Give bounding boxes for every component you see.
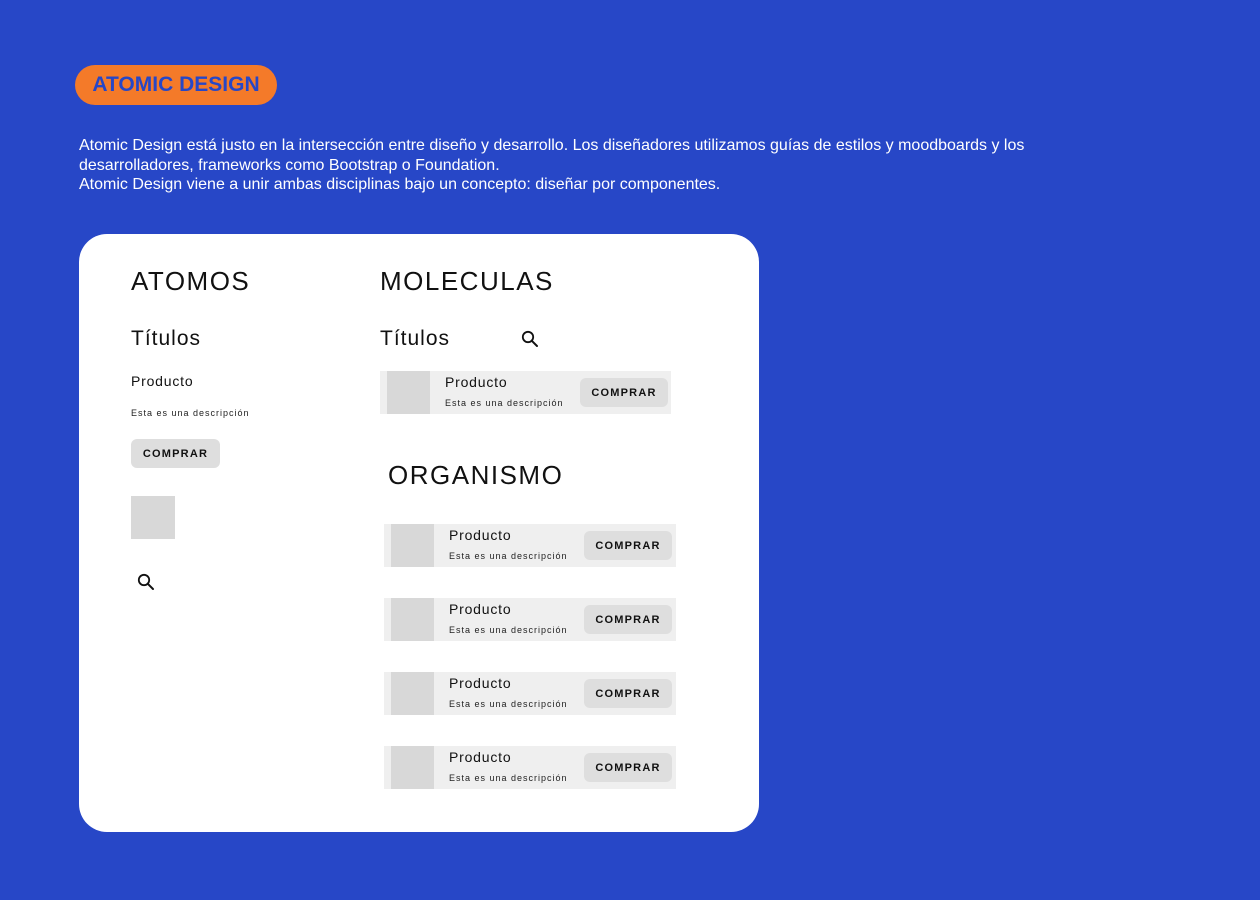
product-buy-button[interactable]: COMPRAR (584, 679, 672, 708)
organismo-product-row (384, 598, 676, 641)
product-description: Esta es una descripción (449, 551, 568, 561)
product-description: Esta es una descripción (449, 625, 568, 635)
product-image-placeholder (387, 371, 430, 414)
product-title: Producto (449, 675, 512, 691)
atomos-product-title: Producto (131, 373, 194, 389)
organismo-product-row (384, 746, 676, 789)
organismo-product-row (384, 672, 676, 715)
product-buy-button[interactable]: COMPRAR (580, 378, 668, 407)
atomos-title-sample: Títulos (131, 327, 202, 350)
organismo-heading: ORGANISMO (388, 460, 564, 490)
product-title: Producto (449, 749, 512, 765)
moleculas-title-sample: Títulos (380, 327, 451, 350)
product-title: Producto (449, 527, 512, 543)
organismo-product-row (384, 524, 676, 567)
product-title: Producto (445, 374, 508, 390)
intro-text (79, 136, 1079, 195)
intro-paragraph-1: Atomic Design está justo en la intersección entre diseño y desarrollo. Los diseñadores utilizamos guías de estilos y moodboards y los desarrolladores, frameworks como Bootstrap o Foundation. (79, 137, 1025, 174)
atomos-image-placeholder (131, 496, 175, 539)
product-image-placeholder (391, 746, 434, 789)
moleculas-product-card (380, 371, 671, 414)
components-card (79, 234, 759, 832)
badge-label: ATOMIC DESIGN (92, 73, 260, 96)
product-buy-button[interactable]: COMPRAR (584, 753, 672, 782)
product-title: Producto (449, 601, 512, 617)
product-buy-button[interactable]: COMPRAR (584, 531, 672, 560)
product-description: Esta es una descripción (445, 398, 564, 408)
product-image-placeholder (391, 524, 434, 567)
moleculas-heading: MOLECULAS (380, 266, 554, 296)
product-image-placeholder (391, 672, 434, 715)
atomos-heading: ATOMOS (131, 266, 251, 296)
product-buy-button[interactable]: COMPRAR (584, 605, 672, 634)
atomic-design-badge (75, 65, 277, 105)
search-icon[interactable] (136, 572, 156, 597)
atomos-buy-button[interactable]: COMPRAR (131, 439, 220, 468)
product-description: Esta es una descripción (449, 773, 568, 783)
product-image-placeholder (391, 598, 434, 641)
intro-paragraph-2: Atomic Design viene a unir ambas disciplinas bajo un concepto: diseñar por componentes. (79, 176, 721, 193)
search-icon[interactable] (520, 329, 540, 354)
product-description: Esta es una descripción (449, 699, 568, 709)
atomos-description: Esta es una descripción (131, 408, 250, 418)
